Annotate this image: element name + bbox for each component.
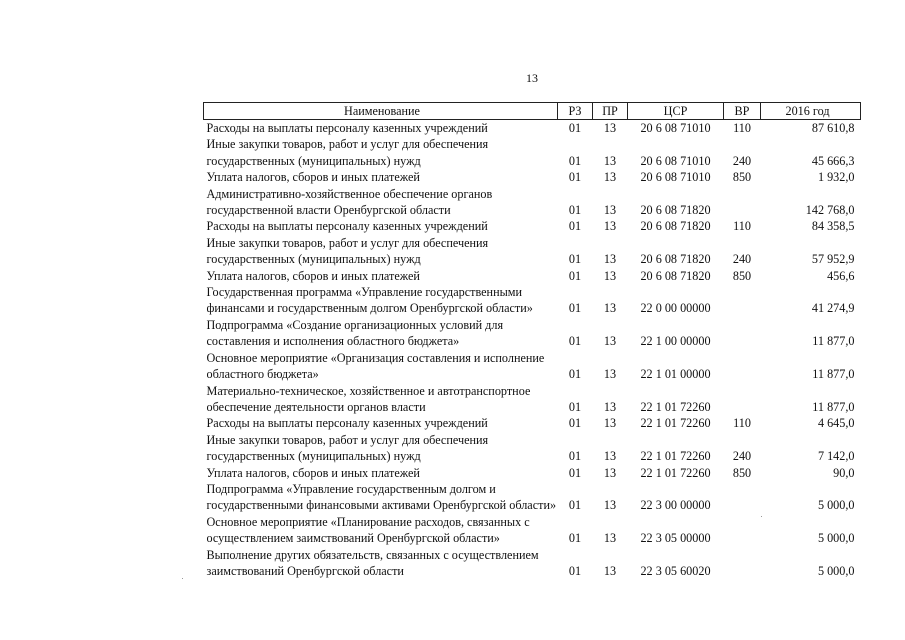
cell-vr xyxy=(724,481,761,514)
cell-csr: 22 0 00 00000 xyxy=(640,301,711,316)
cell-pr: 13 xyxy=(603,252,617,267)
cell-name: Материально-техническое, хозяйственное и автотранспортное обеспечение деятельности органов власти xyxy=(206,383,531,414)
cell-vr xyxy=(724,317,761,350)
cell-vr: 110 xyxy=(733,219,751,234)
cell-sum: 5 000,0 xyxy=(817,531,855,546)
cell-sum: 57 952,9 xyxy=(811,252,855,267)
cell-vr: 240 xyxy=(732,153,752,168)
cell-name: Иные закупки товаров, работ и услуг для обеспечения государственных (муниципальных) нужд xyxy=(206,137,489,168)
cell-name: Расходы на выплаты персоналу казенных учреждений xyxy=(206,219,488,234)
cell-rz: 01 xyxy=(568,153,582,168)
cell-sum: 7 142,0 xyxy=(817,449,855,464)
cell-name: Иные закупки товаров, работ и услуг для обеспечения государственных (муниципальных) нужд xyxy=(206,432,489,464)
table-header-row xyxy=(204,103,861,120)
header-vr: ВР xyxy=(724,103,761,120)
cell-csr: 20 6 08 71820 xyxy=(640,219,711,234)
cell-sum: 5 000,0 xyxy=(817,563,855,578)
table-row xyxy=(204,465,861,481)
cell-pr: 13 xyxy=(603,563,617,578)
cell-pr: 13 xyxy=(603,121,617,135)
cell-name: Уплата налогов, сборов и иных платежей xyxy=(206,268,420,283)
cell-pr: 13 xyxy=(603,219,617,234)
cell-pr: 13 xyxy=(603,203,617,218)
cell-sum: 45 666,3 xyxy=(811,153,855,168)
cell-sum: 84 358,5 xyxy=(811,219,855,234)
cell-vr: 110 xyxy=(733,121,751,135)
table-row xyxy=(204,481,861,514)
header-csr: ЦСР xyxy=(628,103,724,120)
cell-csr: 22 3 05 00000 xyxy=(640,531,711,546)
table-body xyxy=(204,120,861,580)
cell-csr: 22 1 01 72260 xyxy=(640,449,711,464)
cell-vr xyxy=(724,284,761,317)
table-row xyxy=(204,120,861,137)
cell-pr: 13 xyxy=(603,334,617,349)
cell-csr: 22 3 05 60020 xyxy=(640,563,711,578)
cell-csr: 22 1 01 72260 xyxy=(640,465,711,480)
cell-pr: 13 xyxy=(603,301,617,316)
cell-rz: 01 xyxy=(568,334,582,349)
cell-vr: 850 xyxy=(732,170,752,185)
table-row xyxy=(204,268,861,284)
cell-pr: 13 xyxy=(603,170,617,185)
cell-rz: 01 xyxy=(568,121,582,135)
cell-name: Подпрограмма «Создание организационных условий для составления и исполнения областного бюджета» xyxy=(206,317,504,349)
cell-vr xyxy=(724,350,761,383)
scan-artifact xyxy=(182,578,183,579)
table-row xyxy=(204,317,861,350)
cell-csr: 20 6 08 71820 xyxy=(640,203,711,218)
table-row xyxy=(204,136,861,169)
cell-name: Расходы на выплаты персоналу казенных учреждений xyxy=(206,121,488,135)
cell-vr: 850 xyxy=(732,465,752,480)
page-number: 13 xyxy=(526,71,538,85)
cell-csr: 20 6 08 71010 xyxy=(640,153,711,168)
table-row xyxy=(204,432,861,465)
cell-csr: 22 1 01 72260 xyxy=(640,399,711,414)
cell-name: Административно-хозяйственное обеспечение органов государственной власти Оренбургской области xyxy=(206,186,493,218)
cell-rz: 01 xyxy=(568,563,582,578)
cell-name: Иные закупки товаров, работ и услуг для обеспечения государственных (муниципальных) нужд xyxy=(206,235,489,267)
header-year: 2016 год xyxy=(761,103,861,120)
cell-sum: 11 877,0 xyxy=(812,334,855,349)
cell-vr: 240 xyxy=(732,449,752,464)
cell-pr: 13 xyxy=(603,367,617,382)
cell-pr: 13 xyxy=(603,153,617,168)
scan-artifact xyxy=(761,516,762,517)
cell-rz: 01 xyxy=(568,449,582,464)
cell-pr: 13 xyxy=(603,531,617,546)
cell-vr: 850 xyxy=(732,268,752,283)
cell-sum: 41 274,9 xyxy=(811,301,855,316)
cell-sum: 5 000,0 xyxy=(817,498,855,513)
cell-csr: 22 1 00 00000 xyxy=(640,334,711,349)
table-row xyxy=(204,218,861,234)
cell-sum: 90,0 xyxy=(833,465,855,480)
cell-name: Основное мероприятие «Организация составления и исполнение областного бюджета» xyxy=(206,350,545,382)
cell-name: Основное мероприятие «Планирование расходов, связанных с осуществлением заимствований Оренбургской области» xyxy=(206,514,530,546)
cell-rz: 01 xyxy=(568,498,582,513)
cell-sum: 11 877,0 xyxy=(812,367,855,382)
cell-sum: 87 610,8 xyxy=(811,121,855,135)
table-row xyxy=(204,547,861,580)
cell-csr: 20 6 08 71010 xyxy=(640,170,711,185)
cell-rz: 01 xyxy=(568,170,582,185)
table-row xyxy=(204,514,861,547)
cell-rz: 01 xyxy=(568,252,582,267)
table-row xyxy=(204,350,861,383)
cell-sum: 142 768,0 xyxy=(805,203,855,218)
cell-vr xyxy=(724,186,761,219)
cell-pr: 13 xyxy=(603,498,617,513)
cell-sum: 4 645,0 xyxy=(817,416,855,431)
cell-sum: 11 877,0 xyxy=(812,399,855,414)
cell-csr: 22 1 01 72260 xyxy=(640,416,711,431)
cell-pr: 13 xyxy=(603,416,617,431)
cell-rz: 01 xyxy=(568,465,582,480)
table-row xyxy=(204,383,861,416)
cell-rz: 01 xyxy=(568,203,582,218)
cell-vr xyxy=(724,383,761,416)
cell-csr: 20 6 08 71010 xyxy=(640,121,711,135)
cell-rz: 01 xyxy=(568,301,582,316)
table-row xyxy=(204,186,861,219)
header-rz: РЗ xyxy=(558,103,593,120)
cell-rz: 01 xyxy=(568,219,582,234)
table-row xyxy=(204,169,861,185)
cell-csr: 22 1 01 00000 xyxy=(640,367,711,382)
cell-rz: 01 xyxy=(568,268,582,283)
cell-vr: 240 xyxy=(732,252,752,267)
table-row xyxy=(204,284,861,317)
cell-csr: 20 6 08 71820 xyxy=(640,268,711,283)
cell-rz: 01 xyxy=(568,531,582,546)
cell-pr: 13 xyxy=(603,465,617,480)
cell-sum: 456,6 xyxy=(827,268,855,283)
cell-vr xyxy=(724,547,761,580)
cell-name: Выполнение других обязательств, связанных с осуществлением заимствований Оренбургской области xyxy=(206,547,539,578)
cell-pr: 13 xyxy=(603,449,617,464)
cell-csr: 20 6 08 71820 xyxy=(640,252,711,267)
cell-rz: 01 xyxy=(568,367,582,382)
cell-name: Уплата налогов, сборов и иных платежей xyxy=(206,465,420,480)
header-name: Наименование xyxy=(204,103,558,120)
cell-csr: 22 3 00 00000 xyxy=(640,498,711,513)
table-row xyxy=(204,415,861,431)
cell-pr: 13 xyxy=(603,399,617,414)
cell-rz: 01 xyxy=(568,416,582,431)
cell-vr xyxy=(724,514,761,547)
cell-name: Подпрограмма «Управление государственным долгом и государственными финансовыми активами Оренбургской области» xyxy=(206,481,557,513)
budget-table xyxy=(203,102,861,579)
cell-name: Уплата налогов, сборов и иных платежей xyxy=(206,170,420,185)
table-row xyxy=(204,235,861,268)
header-pr: ПР xyxy=(593,103,628,120)
cell-name: Расходы на выплаты персоналу казенных учреждений xyxy=(206,416,488,431)
cell-sum: 1 932,0 xyxy=(817,170,855,185)
cell-vr: 110 xyxy=(733,416,751,431)
cell-name: Государственная программа «Управление государственными финансами и государственным долгом Оренбургской области» xyxy=(206,285,533,316)
cell-pr: 13 xyxy=(603,268,617,283)
cell-rz: 01 xyxy=(568,399,582,414)
